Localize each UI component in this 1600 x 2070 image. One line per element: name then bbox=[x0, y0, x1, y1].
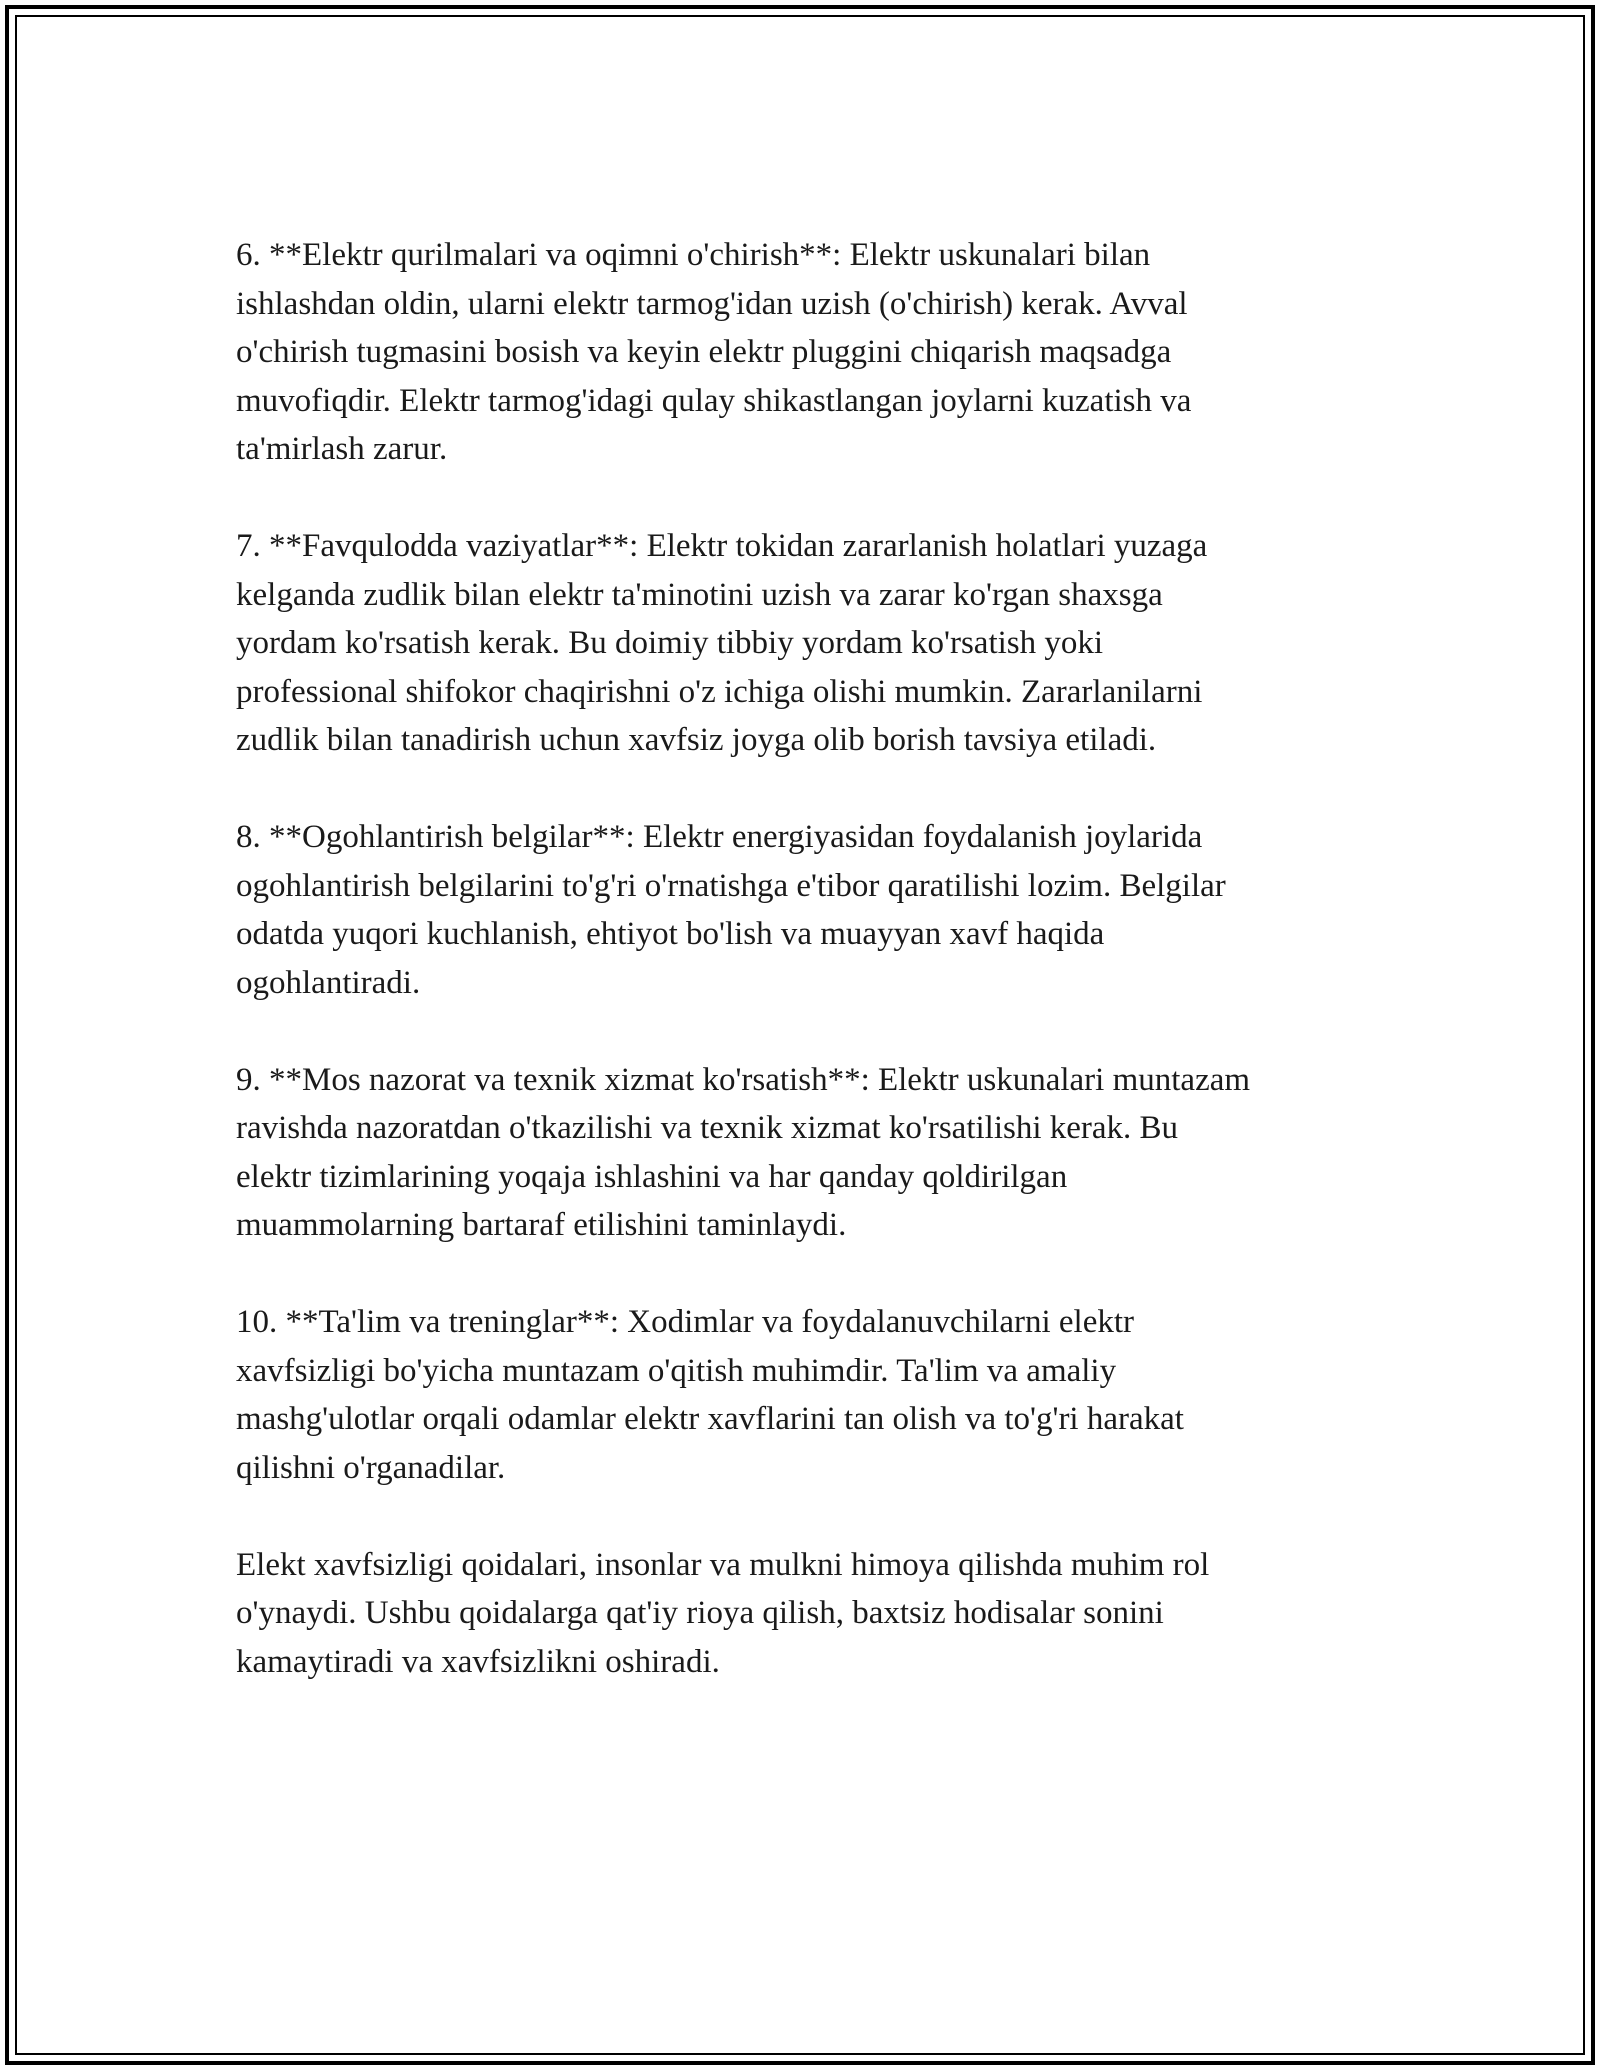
paragraph-item-8: 8. **Ogohlantirish belgilar**: Elektr energiyasidan foydalanish joylarida ogohlantirish belgilarini to'g'ri o'rnatishga e'tibor qaratilishi lozim. Belgilar odatda yuqori kuchlanish, ehtiyot bo'lish va muayyan xavf haqida ogohlantiradi. bbox=[236, 819, 1226, 1001]
paragraph-item-7: 7. **Favqulodda vaziyatlar**: Elektr tokidan zararlanish holatlari yuzaga kelganda zudlik bilan elektr ta'minotini uzish va zarar ko'rgan shaxsga yordam ko'rsatish kerak. Bu doimiy tibbiy yordam ko'rsatish yoki professional shifokor chaqirishni o'z ichiga olishi mumkin. Zararlanilarni zudlik bilan tanadirish uchun xavfsiz joyga olib borish tavsiya etiladi. bbox=[236, 528, 1208, 758]
paragraph-item-9: 9. **Mos nazorat va texnik xizmat ko'rsatish**: Elektr uskunalari muntazam ravishda nazoratdan o'tkazilishi va texnik xizmat ko'rsatilishi kerak. Bu elektr tizimlarining yoqaja ishlashini va har qanday qoldirilgan muammolarning bartaraf etilishini taminlaydi. bbox=[236, 1061, 1251, 1243]
paragraph-item-10: 10. **Ta'lim va treninglar**: Xodimlar va foydalanuvchilarni elektr xavfsizligi bo'yicha muntazam o'qitish muhimdir. Ta'lim va amaliy mashg'ulotlar orqali odamlar elektr xavflarini tan olish va to'g'ri harakat qilishni o'rganadilar. bbox=[236, 1304, 1184, 1486]
paragraph-item-6: 6. **Elektr qurilmalari va oqimni o'chirish**: Elektr uskunalari bilan ishlashdan oldin, ularni elektr tarmog'idan uzish (o'chirish) kerak. Avval o'chirish tugmasini bosish va keyin elektr pluggini chiqarish maqsadga muvofiqdir. Elektr tarmog'idagi qulay shikastlangan joylarni kuzatish va ta'mirlash zarur. bbox=[236, 237, 1192, 467]
document-body bbox=[236, 231, 1426, 1686]
paragraph-conclusion: Elekt xavfsizligi qoidalari, insonlar va mulkni himoya qilishda muhim rol o'ynaydi. Ushbu qoidalarga qat'iy rioya qilish, baxtsiz hodisalar sonini kamaytiradi va xavfsizlikni oshiradi. bbox=[236, 1546, 1210, 1680]
